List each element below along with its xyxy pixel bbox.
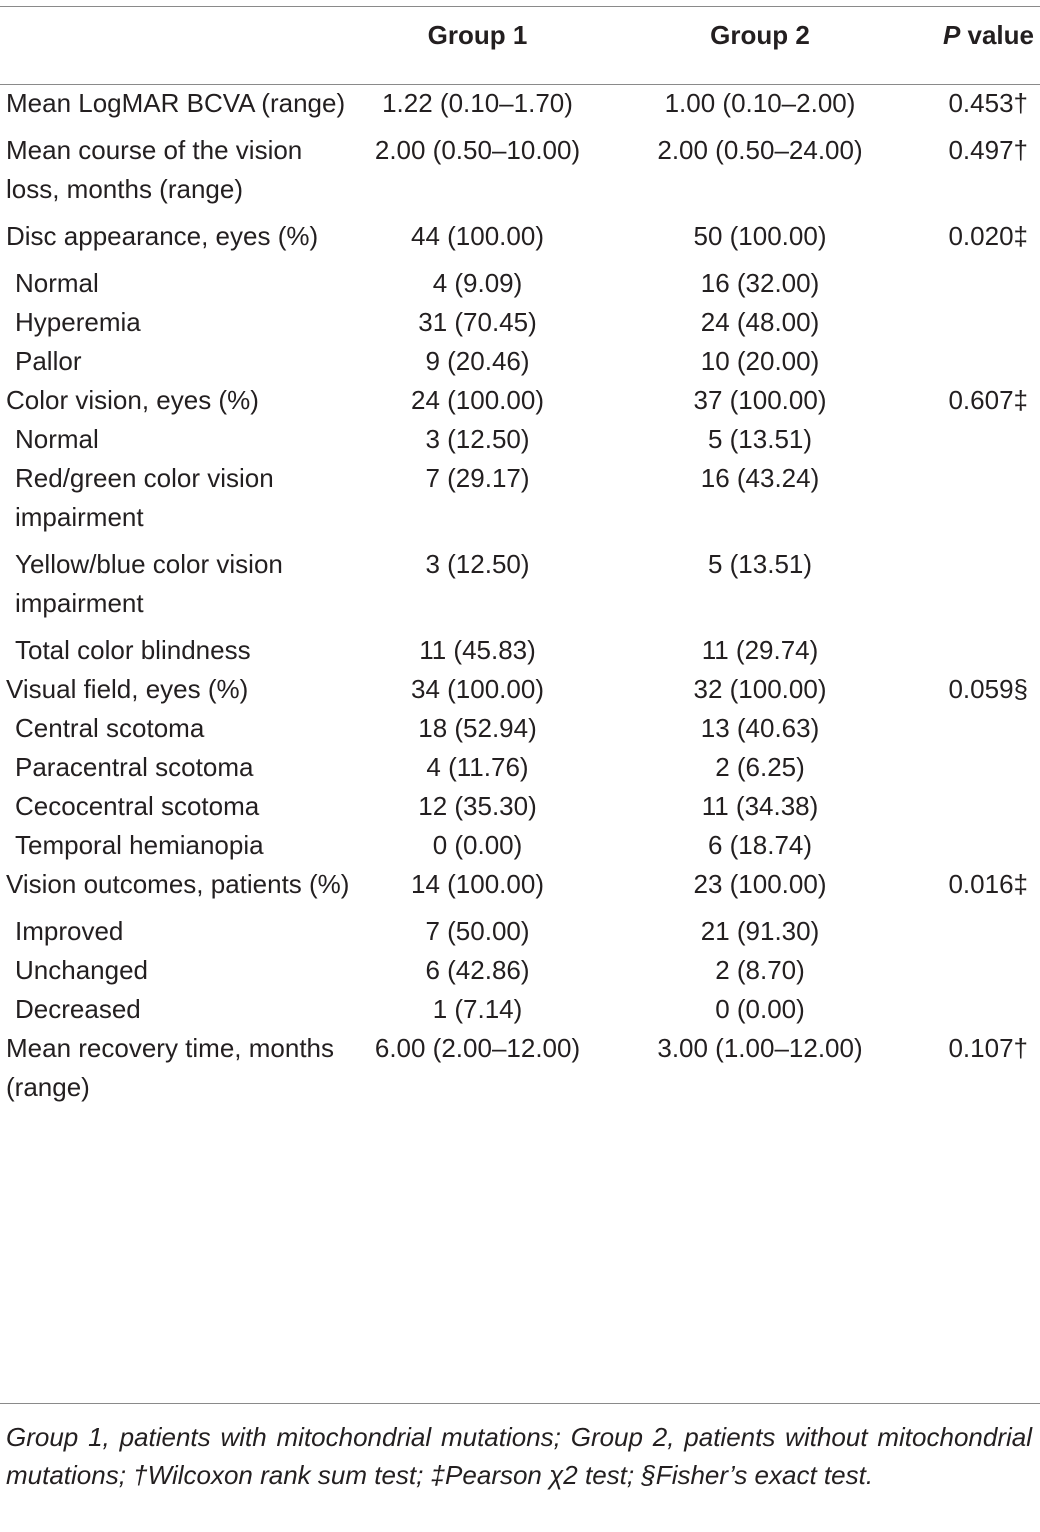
row-label: Normal: [15, 424, 99, 454]
table-top-rule: [0, 6, 1040, 7]
p-value: [915, 990, 1040, 1029]
p-value: [915, 748, 1040, 787]
group1-value: 24 (100.00): [411, 385, 544, 415]
header-p-rest: value: [960, 20, 1034, 50]
group2-value: 1.00 (0.10–2.00): [664, 88, 856, 118]
table-row: [0, 951, 1040, 990]
group1-value: 14 (100.00): [411, 869, 544, 899]
group2-value: 6 (18.74): [707, 830, 813, 860]
group2-value: 21 (91.30): [700, 916, 820, 946]
p-value: [915, 264, 1040, 303]
table-row: [0, 865, 1040, 912]
table-row: [0, 787, 1040, 826]
header-group2: Group 2: [710, 20, 810, 50]
p-value: [915, 912, 1040, 951]
row-label: Visual field, eyes (%): [6, 674, 249, 704]
group2-value: 50 (100.00): [693, 221, 827, 251]
group2-value: 16 (32.00): [700, 268, 820, 298]
table-row: [0, 912, 1040, 951]
table-row: [0, 70, 1040, 131]
table-row: [0, 670, 1040, 709]
row-label: Red/green color vision impairment: [15, 463, 274, 532]
row-label: Disc appearance, eyes (%): [6, 221, 319, 251]
p-value: [915, 420, 1040, 459]
row-label: Pallor: [15, 346, 82, 376]
data-table: [0, 16, 1040, 1107]
row-label: Color vision, eyes (%): [6, 385, 259, 415]
row-label: Decreased: [15, 994, 141, 1024]
group1-value: 3 (12.50): [425, 424, 530, 454]
row-label: Total color blindness: [15, 635, 251, 665]
header-p-value: [915, 16, 1040, 70]
group1-value: 1 (7.14): [432, 994, 523, 1024]
group2-value: 11 (29.74): [701, 635, 819, 665]
p-value: [915, 787, 1040, 826]
p-value: [915, 342, 1040, 381]
table-row: [0, 748, 1040, 787]
p-value: [915, 303, 1040, 342]
group1-value: 6 (42.86): [425, 955, 530, 985]
p-value: 0.059§: [948, 674, 1028, 704]
table-row: [0, 264, 1040, 303]
group1-value: 18 (52.94): [418, 713, 537, 743]
group1-value: 11 (45.83): [419, 635, 536, 665]
group1-value: 34 (100.00): [411, 674, 544, 704]
group1-value: 6.00 (2.00–12.00): [374, 1033, 581, 1063]
table-row: [0, 420, 1040, 459]
table-row: [0, 1029, 1040, 1107]
group1-value: 4 (11.76): [426, 752, 529, 782]
group1-value: 31 (70.45): [418, 307, 537, 337]
p-value: [915, 545, 1040, 631]
table-row: [0, 342, 1040, 381]
group2-value: 2 (8.70): [715, 955, 805, 985]
group1-value: 3 (12.50): [425, 549, 530, 579]
group2-value: 5 (13.51): [707, 424, 813, 454]
p-value: [915, 709, 1040, 748]
group2-value: 24 (48.00): [700, 307, 820, 337]
p-value: [915, 826, 1040, 865]
row-label: Unchanged: [15, 955, 148, 985]
group2-value: 37 (100.00): [693, 385, 827, 415]
table-row: [0, 459, 1040, 545]
row-label: Yellow/blue color vision impairment: [15, 549, 283, 618]
p-value: 0.020‡: [948, 221, 1028, 251]
group1-value: 4 (9.09): [432, 268, 523, 298]
table-row: [0, 709, 1040, 748]
group2-value: 2.00 (0.50–24.00): [657, 135, 863, 165]
group2-value: 2 (6.25): [715, 752, 805, 782]
p-value: 0.607‡: [948, 385, 1028, 415]
table-row: [0, 990, 1040, 1029]
table-row: [0, 381, 1040, 420]
table-row: [0, 631, 1040, 670]
header-group1: Group 1: [427, 20, 528, 50]
row-label: Normal: [15, 268, 99, 298]
row-label: Central scotoma: [15, 713, 205, 743]
group1-value: 7 (50.00): [425, 916, 530, 946]
table-row: [0, 303, 1040, 342]
row-label: Vision outcomes, patients (%): [6, 869, 350, 899]
p-value: 0.453†: [948, 88, 1028, 118]
group2-value: 23 (100.00): [693, 869, 827, 899]
row-label: Temporal hemianopia: [15, 830, 264, 860]
table-row: [0, 826, 1040, 865]
group1-value: 9 (20.46): [425, 346, 530, 376]
row-label: Mean LogMAR BCVA (range): [6, 88, 346, 118]
group1-value: 2.00 (0.50–10.00): [374, 135, 581, 165]
p-value: 0.107†: [948, 1033, 1028, 1063]
p-value: 0.016‡: [948, 869, 1028, 899]
group1-value: 44 (100.00): [411, 221, 544, 251]
group2-value: 13 (40.63): [700, 713, 820, 743]
row-label: Paracentral scotoma: [15, 752, 254, 782]
group2-value: 0 (0.00): [715, 994, 805, 1024]
group2-value: 32 (100.00): [693, 674, 827, 704]
group2-value: 5 (13.51): [707, 549, 813, 579]
group2-value: 3.00 (1.00–12.00): [657, 1033, 863, 1063]
group1-value: 7 (29.17): [425, 463, 530, 493]
p-value: 0.497†: [948, 135, 1028, 165]
group2-value: 10 (20.00): [700, 346, 820, 376]
group1-value: 0 (0.00): [432, 830, 523, 860]
header-p-italic: P: [942, 20, 961, 50]
row-label: Mean recovery time, months (range): [6, 1033, 335, 1102]
table-row: [0, 131, 1040, 217]
row-label: Mean course of the vision loss, months (range): [6, 135, 303, 204]
row-label: Cecocentral scotoma: [15, 791, 260, 821]
header-row: [0, 16, 1040, 70]
group2-value: 16 (43.24): [700, 463, 820, 493]
table-row: [0, 217, 1040, 264]
group1-value: 12 (35.30): [418, 791, 537, 821]
row-label: Improved: [15, 916, 124, 946]
row-label: Hyperemia: [15, 307, 141, 337]
table-row: [0, 545, 1040, 631]
group2-value: 11 (34.38): [701, 791, 819, 821]
p-value: [915, 459, 1040, 545]
table-footnote: Group 1, patients with mitochondrial mutations; Group 2, patients without mitochondrial mutations; †Wilcoxon rank sum test; ‡Pearson χ2 test; §Fisher’s exact test.: [6, 1422, 1032, 1490]
header-label: [0, 16, 350, 70]
group1-value: 1.22 (0.10–1.70): [382, 88, 573, 118]
table-bottom-rule: [0, 1403, 1040, 1404]
p-value: [915, 951, 1040, 990]
p-value: [915, 631, 1040, 670]
